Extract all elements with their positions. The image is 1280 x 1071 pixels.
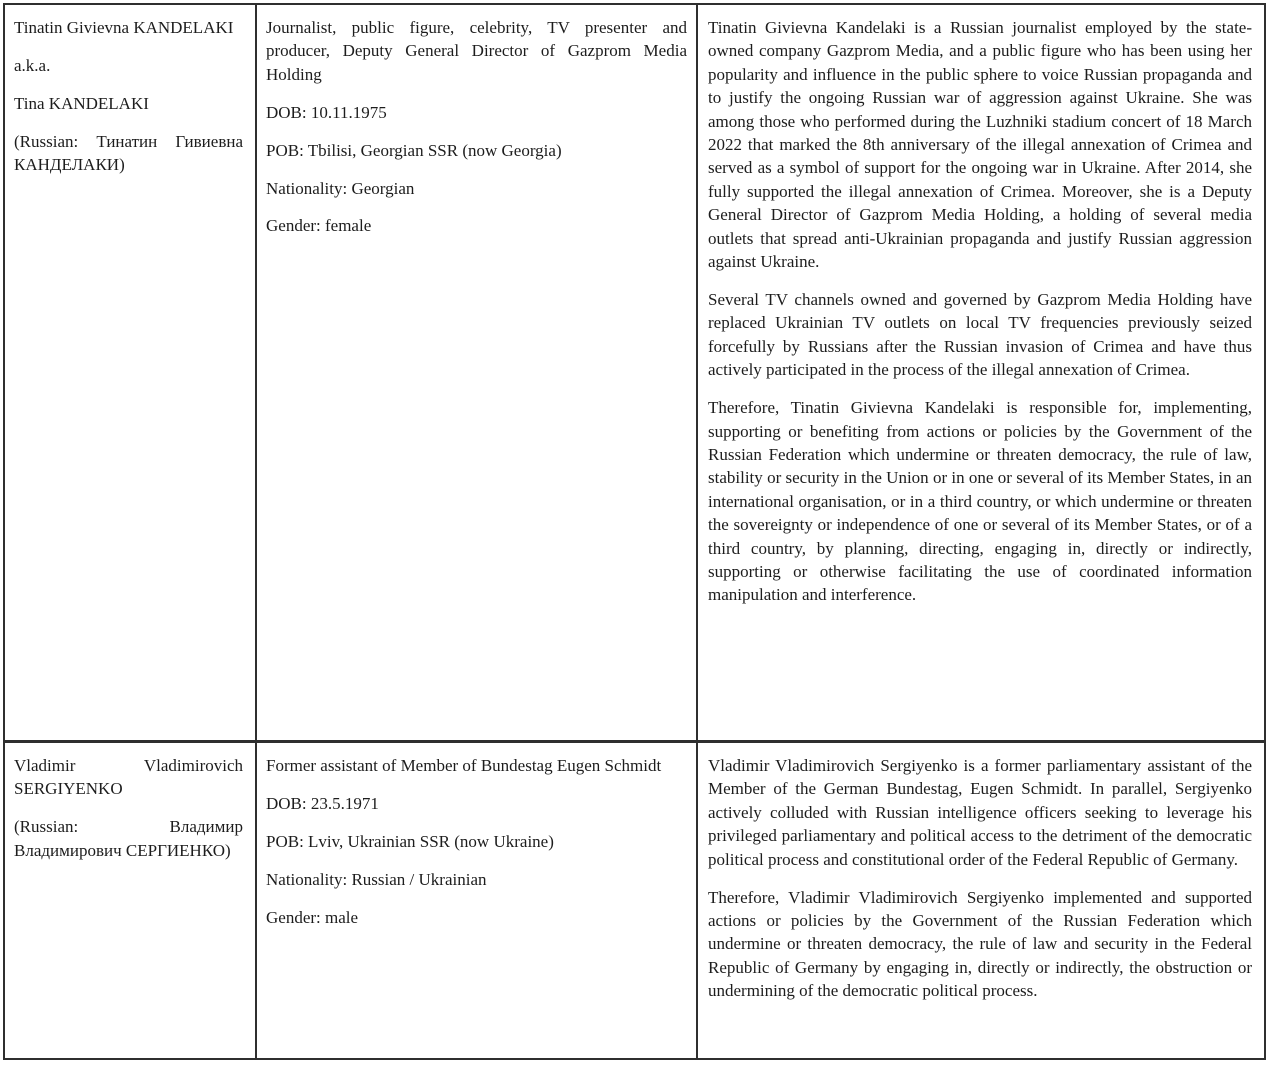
paragraph: POB: Lviv, Ukrainian SSR (now Ukraine) (266, 831, 554, 851)
paragraph: Nationality: Georgian (266, 178, 415, 198)
paragraph: (Russian: Владимир Владимирович СЕРГИЕНКО) (14, 817, 243, 860)
table-row (5, 740, 1264, 1058)
paragraph: Tinatin Givievna Kandelaki is a Russian journalist employed by the state-owned company Gazprom Media, and a public figure who has been using her popularity and influence in the public sphere to voice Russian propaganda and to justify the ongoing Russian war of aggression against Ukraine. She was among those who performed during the Luzhniki stadium concert of 18 March 2022 that marked the 8th anniversary of the illegal annexation of Crimea and served as a symbol of support for the ongoing war in Ukraine. After 2014, she fully supported the illegal annexation of Crimea. Moreover, she is a Deputy General Director of Gazprom Media Holding, a holding of several media outlets that spread anti-Ukrainian propaganda and justify Russian aggression against Ukraine. (708, 18, 1252, 272)
paragraph: Nationality: Russian / Ukrainian (266, 869, 487, 889)
paragraph: Gender: male (266, 907, 359, 927)
identifying-cell (255, 743, 696, 1058)
reasons-cell (696, 5, 1264, 740)
paragraph: (Russian: Тинатин Гивиевна КАНДЕЛАКИ) (14, 131, 243, 175)
identifying-cell (255, 5, 696, 740)
paragraph: POB: Tbilisi, Georgian SSR (now Georgia) (266, 140, 562, 160)
paragraph: Therefore, Tinatin Givievna Kandelaki is responsible for, implementing, supporting or benefiting from actions or policies by the Government of the Russian Federation which undermine or threaten democracy, the rule of law, stability or security in the Union or in one or several of its Member States, in an international organisation, or in a third country, or which undermine or threaten the sovereignty or independence of one or several of its Member States, or of a third country, by planning, directing, engaging in, directly or indirectly, supporting or otherwise facilitating the use of coordinated information manipulation and interference. (708, 398, 1252, 605)
paragraph: DOB: 10.11.1975 (266, 102, 387, 122)
paragraph: Several TV channels owned and governed by Gazprom Media Holding have replaced Ukrainian TV outlets on local TV frequencies previously seized forcefully by Russians after the Russian invasion of Crimea and have thus actively participated in the process of the illegal annexation of Crimea. (708, 289, 1252, 380)
paragraph: Vladimir Vladimirovich SERGIYENKO (14, 756, 243, 799)
paragraph: Tinatin Givievna KANDELAKI (14, 18, 234, 37)
name-cell (5, 5, 255, 740)
reasons-cell (696, 743, 1264, 1058)
table-row (5, 5, 1264, 740)
paragraph: Therefore, Vladimir Vladimirovich Sergiyenko implemented and supported actions or policies by the Government of the Russian Federation which undermine or threaten democracy, the rule of law and security in the Federal Republic of Germany by engaging in, directly or indirectly, the obstruction or undermining of the democratic political process. (708, 887, 1252, 1001)
paragraph: DOB: 23.5.1971 (266, 793, 379, 813)
paragraph: Former assistant of Member of Bundestag Eugen Schmidt (266, 756, 662, 775)
name-cell (5, 743, 255, 1058)
paragraph: a.k.a. (14, 55, 51, 75)
paragraph: Journalist, public figure, celebrity, TV presenter and producer, Deputy General Director of Gazprom Media Holding (266, 18, 687, 84)
paragraph: Tina KANDELAKI (14, 93, 149, 113)
paragraph: Vladimir Vladimirovich Sergiyenko is a former parliamentary assistant of the Member of the German Bundestag, Eugen Schmidt. In parallel, Sergiyenko actively colluded with Russian intelligence officers seeking to leverage his privileged parliamentary and political access to the detriment of the democratic political process and constitutional order of the Federal Republic of Germany. (708, 756, 1252, 869)
paragraph: Gender: female (266, 216, 372, 236)
sanctions-table (3, 3, 1266, 1060)
